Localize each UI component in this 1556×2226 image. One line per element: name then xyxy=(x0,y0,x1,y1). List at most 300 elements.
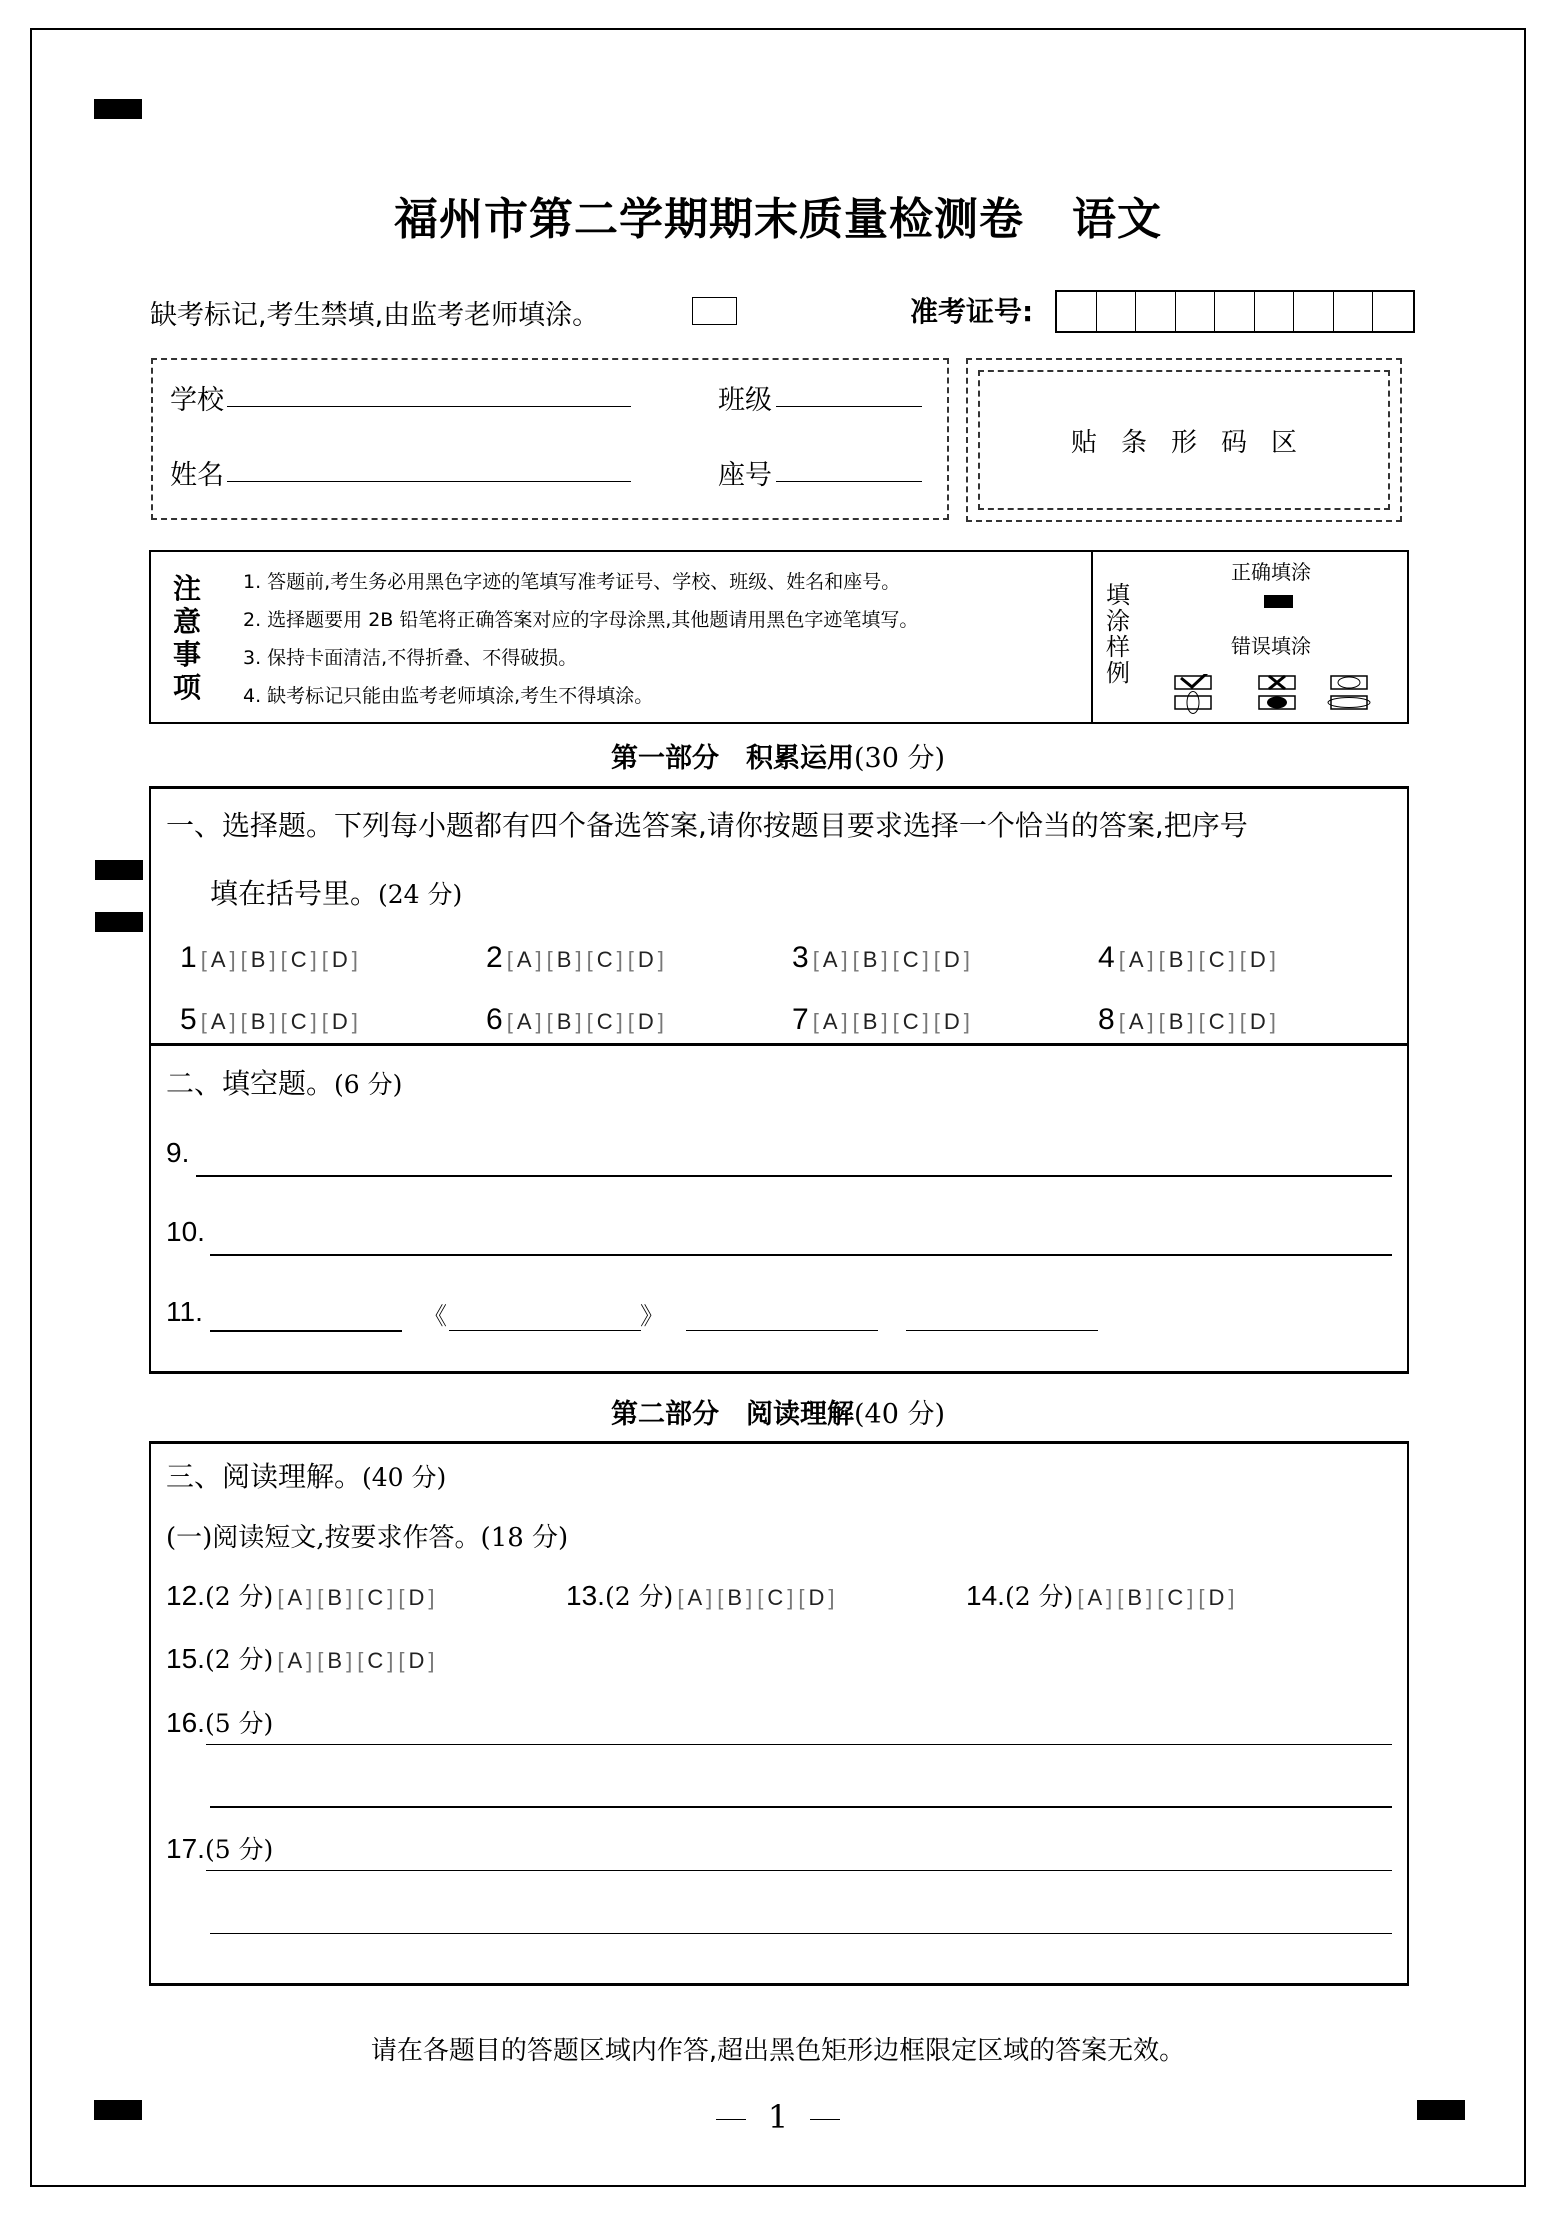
option-letter: D xyxy=(637,1009,655,1034)
question-number: 12. xyxy=(166,1580,205,1611)
q17-answer-line-2[interactable] xyxy=(210,1933,1392,1934)
bracket-close: ] xyxy=(1269,947,1277,972)
wrong-fill-tall-oval-icon xyxy=(1175,692,1211,714)
bracket-open: [ xyxy=(200,1009,208,1034)
answer-option-a[interactable] xyxy=(1119,947,1155,973)
answer-option-a[interactable] xyxy=(201,947,237,973)
notice-item-3: 3. 保持卡面清洁,不得折叠、不得破损。 xyxy=(243,647,578,669)
question-number: 7 xyxy=(792,1003,809,1036)
option-letter: B xyxy=(862,947,879,972)
bracket-open: [ xyxy=(546,1009,554,1034)
alignment-marker-top-left xyxy=(94,99,142,119)
wrong-fill-circle-icon xyxy=(1331,676,1367,689)
notice-heading-char: 项 xyxy=(172,671,201,704)
q17-score: (5 分) xyxy=(204,1835,274,1864)
exam-id-cell[interactable] xyxy=(1255,292,1295,331)
option-letter: C xyxy=(367,1585,385,1610)
bracket-open: [ xyxy=(200,947,208,972)
answer-option-a[interactable] xyxy=(277,1648,313,1674)
fill-sample-heading xyxy=(1105,582,1131,686)
option-letter: B xyxy=(727,1585,744,1610)
q17-num: 17. xyxy=(166,1833,205,1864)
q11-blank-1[interactable] xyxy=(210,1330,402,1332)
option-letter: D xyxy=(408,1585,426,1610)
section3-title-row xyxy=(166,1455,446,1495)
option-letter: B xyxy=(1168,1009,1185,1034)
section1-score: (24 分) xyxy=(378,880,463,909)
option-letter: A xyxy=(822,947,839,972)
bracket-close: ] xyxy=(575,947,583,972)
bracket-close: ] xyxy=(922,1009,930,1034)
notice-item-2: 2. 选择题要用 2B 铅笔将正确答案对应的字母涂黑,其他题请用黑色字迹笔填写。 xyxy=(243,609,919,631)
part1-title: 第一部分 积累运用 xyxy=(610,743,854,774)
bracket-close: ] xyxy=(535,1009,543,1034)
bracket-open: [ xyxy=(892,1009,900,1034)
option-letter: D xyxy=(331,947,349,972)
bracket-open: [ xyxy=(933,947,941,972)
bracket-close: ] xyxy=(657,1009,665,1034)
mc-row xyxy=(180,1003,1404,1065)
option-letter: D xyxy=(943,1009,961,1034)
answer-option-d[interactable] xyxy=(322,1009,359,1035)
option-letter: C xyxy=(596,947,614,972)
alignment-marker-left-2 xyxy=(95,912,143,932)
bracket-close: ] xyxy=(269,1009,277,1034)
section3-subtitle: (一)阅读短文,按要求作答。(18 分) xyxy=(166,1523,569,1553)
answer-option-c[interactable] xyxy=(357,1648,394,1674)
bracket-close: ] xyxy=(746,1585,754,1610)
bracket-close: ] xyxy=(1228,947,1236,972)
class-label: 班级 xyxy=(718,385,772,416)
question-number: 6 xyxy=(486,1003,503,1036)
q16-answer-line-1[interactable] xyxy=(206,1744,1392,1745)
answer-option-c[interactable] xyxy=(587,947,624,973)
bracket-open: [ xyxy=(546,947,554,972)
exam-id-cell[interactable] xyxy=(1136,292,1176,331)
answer-option-b[interactable] xyxy=(1159,1009,1195,1035)
bracket-open: [ xyxy=(1198,1585,1206,1610)
q11-book-open: 《 xyxy=(423,1302,447,1330)
page-title xyxy=(0,183,1556,247)
section2-score: (6 分) xyxy=(334,1070,403,1099)
bracket-close: ] xyxy=(229,1009,237,1034)
bracket-open: [ xyxy=(627,947,635,972)
answer-option-a[interactable] xyxy=(1077,1585,1113,1611)
bracket-open: [ xyxy=(277,1585,285,1610)
bracket-open: [ xyxy=(586,1009,594,1034)
absent-mark-label: 缺考标记,考生禁填,由监考老师填涂。 xyxy=(150,300,600,331)
fill-sample-heading-char: 例 xyxy=(1106,659,1130,687)
fill-sample-heading-char: 样 xyxy=(1106,633,1130,661)
bracket-close: ] xyxy=(535,947,543,972)
answer-option-d[interactable] xyxy=(322,947,359,973)
bracket-close: ] xyxy=(1187,947,1195,972)
option-letter: B xyxy=(1127,1585,1144,1610)
bracket-open: [ xyxy=(317,1648,325,1673)
mc-question xyxy=(1098,941,1404,1003)
seat-label: 座号 xyxy=(718,460,772,491)
wrong-fill-check-icon xyxy=(1175,674,1211,689)
bracket-close: ] xyxy=(306,1648,314,1673)
section1-title: 一、选择题。下列每小题都有四个备选答案,请你按题目要求选择一个恰当的答案,把序号 xyxy=(166,809,1248,842)
section3-mc-row-2 xyxy=(166,1640,566,1676)
option-letter: D xyxy=(1208,1585,1226,1610)
bracket-close: ] xyxy=(1147,947,1155,972)
alignment-marker-left-1 xyxy=(95,860,143,880)
bracket-close: ] xyxy=(387,1585,395,1610)
section2-title: 二、填空题。 xyxy=(166,1067,335,1100)
bracket-close: ] xyxy=(346,1585,354,1610)
q16-answer-line-2[interactable] xyxy=(210,1806,1392,1808)
bracket-close: ] xyxy=(269,947,277,972)
answer-option-b[interactable] xyxy=(317,1585,353,1611)
mc-question xyxy=(486,941,792,1003)
page-number-dash xyxy=(716,2119,746,2120)
school-field[interactable] xyxy=(227,406,631,407)
answer-option-a[interactable] xyxy=(507,1009,543,1035)
option-letter: A xyxy=(1128,1009,1145,1034)
title-subject: 语文 xyxy=(1072,194,1162,245)
bracket-open: [ xyxy=(1077,1585,1085,1610)
section-divider xyxy=(149,1043,1409,1046)
answer-option-a[interactable] xyxy=(813,947,849,973)
section3-title: 三、阅读理解。 xyxy=(166,1460,363,1493)
q11-blank-4[interactable] xyxy=(906,1330,1098,1331)
bracket-open: [ xyxy=(280,1009,288,1034)
bracket-close: ] xyxy=(706,1585,714,1610)
option-letter: B xyxy=(1168,947,1185,972)
bracket-open: [ xyxy=(321,947,329,972)
bracket-close: ] xyxy=(881,1009,889,1034)
answer-option-c[interactable] xyxy=(893,947,930,973)
page-number xyxy=(0,2098,1556,2136)
bracket-open: [ xyxy=(240,947,248,972)
question-number: 13. xyxy=(566,1580,605,1611)
answer-option-a[interactable] xyxy=(507,947,543,973)
answer-option-b[interactable] xyxy=(547,1009,583,1035)
bracket-close: ] xyxy=(881,947,889,972)
question-number: 14. xyxy=(966,1580,1005,1611)
answer-option-b[interactable] xyxy=(717,1585,753,1611)
bracket-close: ] xyxy=(351,1009,359,1034)
correct-fill-example xyxy=(1264,595,1293,608)
fill-sample-heading-char: 填 xyxy=(1106,581,1130,609)
section1-title-line2 xyxy=(210,872,462,912)
q16-num: 16. xyxy=(166,1707,205,1738)
bracket-close: ] xyxy=(310,947,318,972)
exam-id-cell[interactable] xyxy=(1334,292,1374,331)
option-letter: A xyxy=(210,1009,227,1034)
part1-score: (30 分) xyxy=(853,743,945,774)
wrong-fill-wide-oval-icon xyxy=(1328,696,1370,709)
bracket-open: [ xyxy=(1198,947,1206,972)
section2-title-row xyxy=(166,1062,402,1102)
mc-question xyxy=(180,941,486,1003)
bracket-close: ] xyxy=(575,1009,583,1034)
option-letter: B xyxy=(327,1648,344,1673)
exam-id-cell[interactable] xyxy=(1373,292,1413,331)
bracket-open: [ xyxy=(1158,947,1166,972)
bracket-close: ] xyxy=(841,947,849,972)
answer-option-c[interactable] xyxy=(357,1585,394,1611)
question-number: 8 xyxy=(1098,1003,1115,1036)
bracket-open: [ xyxy=(280,947,288,972)
school-label: 学校 xyxy=(170,385,224,416)
option-letter: C xyxy=(902,1009,920,1034)
question-score: (2 分) xyxy=(1004,1582,1074,1611)
bracket-open: [ xyxy=(1198,1009,1206,1034)
answer-option-d[interactable] xyxy=(398,1585,435,1611)
bracket-open: [ xyxy=(398,1648,406,1673)
answer-option-b[interactable] xyxy=(1159,947,1195,973)
bracket-open: [ xyxy=(321,1009,329,1034)
barcode-area xyxy=(978,370,1390,510)
option-letter: A xyxy=(287,1648,304,1673)
question-number: 1 xyxy=(180,941,197,974)
option-letter: C xyxy=(1208,947,1226,972)
option-letter: A xyxy=(687,1585,704,1610)
question-number: 15. xyxy=(166,1643,205,1674)
fill-sample-heading-char: 涂 xyxy=(1106,607,1130,635)
bracket-close: ] xyxy=(1269,1009,1277,1034)
question-score: (2 分) xyxy=(604,1582,674,1611)
q10-answer-line[interactable] xyxy=(210,1254,1392,1256)
answer-option-a[interactable] xyxy=(201,1009,237,1035)
answer-option-c[interactable] xyxy=(757,1585,794,1611)
exam-id-boxes xyxy=(1055,290,1415,333)
exam-id-label: 准考证号: xyxy=(910,295,1034,328)
option-letter: A xyxy=(516,1009,533,1034)
answer-option-c[interactable] xyxy=(587,1009,624,1035)
bracket-open: [ xyxy=(892,947,900,972)
footer-note: 请在各题目的答题区域内作答,超出黑色矩形边框限定区域的答案无效。 xyxy=(370,2036,1186,2066)
notice-heading-char: 注 xyxy=(172,572,201,605)
question-number: 3 xyxy=(792,941,809,974)
page-number-dash xyxy=(810,2119,840,2120)
question-score: (2 分) xyxy=(204,1582,274,1611)
bracket-open: [ xyxy=(357,1648,365,1673)
option-letter: B xyxy=(556,1009,573,1034)
bracket-close: ] xyxy=(657,947,665,972)
bracket-open: [ xyxy=(398,1585,406,1610)
bracket-open: [ xyxy=(506,1009,514,1034)
answer-option-d[interactable] xyxy=(934,1009,971,1035)
answer-option-a[interactable] xyxy=(1119,1009,1155,1035)
answer-option-b[interactable] xyxy=(317,1648,353,1674)
answer-option-b[interactable] xyxy=(853,1009,889,1035)
notice-item-4: 4. 缺考标记只能由监考老师填涂,考生不得填涂。 xyxy=(243,685,654,707)
bracket-open: [ xyxy=(757,1585,765,1610)
bracket-close: ] xyxy=(1228,1585,1236,1610)
bracket-close: ] xyxy=(787,1585,795,1610)
mc-question xyxy=(166,1577,566,1613)
bracket-open: [ xyxy=(1158,1009,1166,1034)
option-letter: C xyxy=(1167,1585,1185,1610)
q9-label: 9. xyxy=(166,1137,190,1168)
bracket-close: ] xyxy=(828,1585,836,1610)
exam-id-cell[interactable] xyxy=(1294,292,1334,331)
answer-option-a[interactable] xyxy=(677,1585,713,1611)
mc-question xyxy=(966,1577,1366,1613)
bracket-close: ] xyxy=(387,1648,395,1673)
bracket-open: [ xyxy=(717,1585,725,1610)
exam-id-cell[interactable] xyxy=(1097,292,1137,331)
question-number: 4 xyxy=(1098,941,1115,974)
bracket-close: ] xyxy=(229,947,237,972)
wrong-fill-examples xyxy=(1170,674,1400,716)
answer-option-d[interactable] xyxy=(628,1009,665,1035)
answer-option-c[interactable] xyxy=(281,947,318,973)
option-letter: A xyxy=(210,947,227,972)
answer-option-d[interactable] xyxy=(1240,947,1277,973)
bracket-close: ] xyxy=(346,1648,354,1673)
option-letter: A xyxy=(1128,947,1145,972)
notice-heading-char: 事 xyxy=(172,638,201,671)
answer-option-d[interactable] xyxy=(1240,1009,1277,1035)
bracket-close: ] xyxy=(306,1585,314,1610)
question-score: (2 分) xyxy=(204,1645,274,1674)
exam-id-cell[interactable] xyxy=(1057,292,1097,331)
notice-heading-char: 意 xyxy=(172,605,201,638)
option-letter: D xyxy=(408,1648,426,1673)
mc-question xyxy=(566,1577,966,1613)
option-letter: C xyxy=(1208,1009,1226,1034)
section3-score: (40 分) xyxy=(362,1463,447,1492)
bracket-open: [ xyxy=(852,947,860,972)
bracket-close: ] xyxy=(1187,1585,1195,1610)
mc-row xyxy=(180,941,1404,1003)
section3-mc-row-1 xyxy=(166,1577,1366,1613)
bracket-close: ] xyxy=(351,947,359,972)
option-letter: C xyxy=(596,1009,614,1034)
bracket-open: [ xyxy=(933,1009,941,1034)
option-letter: B xyxy=(556,947,573,972)
option-letter: B xyxy=(250,1009,267,1034)
wrong-fill-cross-icon xyxy=(1259,676,1295,689)
bracket-open: [ xyxy=(812,947,820,972)
student-info-box xyxy=(151,358,949,520)
bracket-close: ] xyxy=(922,947,930,972)
bracket-close: ] xyxy=(1228,1009,1236,1034)
notice-divider xyxy=(1091,550,1093,724)
option-letter: A xyxy=(287,1585,304,1610)
mc-question xyxy=(792,941,1098,1003)
bracket-open: [ xyxy=(240,1009,248,1034)
exam-id-cell[interactable] xyxy=(1215,292,1255,331)
q16-label-row xyxy=(166,1704,273,1740)
q9-answer-line[interactable] xyxy=(196,1175,1392,1177)
option-letter: C xyxy=(290,947,308,972)
answer-option-b[interactable] xyxy=(853,947,889,973)
q16-score: (5 分) xyxy=(204,1709,274,1738)
option-letter: D xyxy=(637,947,655,972)
bracket-open: [ xyxy=(1239,1009,1247,1034)
option-letter: C xyxy=(290,1009,308,1034)
exam-id-cell[interactable] xyxy=(1176,292,1216,331)
answer-option-d[interactable] xyxy=(934,947,971,973)
class-field[interactable] xyxy=(776,406,922,407)
option-letter: D xyxy=(331,1009,349,1034)
option-letter: B xyxy=(327,1585,344,1610)
q17-label-row xyxy=(166,1830,273,1866)
mc-question xyxy=(166,1640,566,1676)
bracket-open: [ xyxy=(852,1009,860,1034)
answer-option-c[interactable] xyxy=(893,1009,930,1035)
part2-heading xyxy=(0,1392,1556,1431)
mc-question xyxy=(1098,1003,1404,1065)
answer-option-a[interactable] xyxy=(813,1009,849,1035)
answer-option-b[interactable] xyxy=(1117,1585,1153,1611)
bracket-open: [ xyxy=(1239,947,1247,972)
bracket-close: ] xyxy=(963,1009,971,1034)
answer-option-c[interactable] xyxy=(281,1009,318,1035)
bracket-open: [ xyxy=(506,947,514,972)
answer-option-c[interactable] xyxy=(1199,947,1236,973)
bracket-open: [ xyxy=(586,947,594,972)
q11-label: 11. xyxy=(166,1296,203,1327)
notice-heading xyxy=(172,572,202,704)
bracket-close: ] xyxy=(1106,1585,1114,1610)
bracket-open: [ xyxy=(1157,1585,1165,1610)
title-main: 福州市第二学期期末质量检测卷 xyxy=(394,194,1024,245)
option-letter: D xyxy=(943,947,961,972)
answer-option-a[interactable] xyxy=(277,1585,313,1611)
answer-option-b[interactable] xyxy=(241,1009,277,1035)
answer-option-d[interactable] xyxy=(628,947,665,973)
option-letter: C xyxy=(902,947,920,972)
answer-option-d[interactable] xyxy=(1198,1585,1235,1611)
bracket-close: ] xyxy=(428,1648,436,1673)
answer-option-d[interactable] xyxy=(398,1648,435,1674)
bracket-close: ] xyxy=(616,1009,624,1034)
mc-question xyxy=(486,1003,792,1065)
q11-book-close: 》 xyxy=(640,1302,664,1330)
mc-question xyxy=(180,1003,486,1065)
option-letter: B xyxy=(250,947,267,972)
name-label: 姓名 xyxy=(170,460,224,491)
bracket-close: ] xyxy=(841,1009,849,1034)
bracket-close: ] xyxy=(963,947,971,972)
bracket-close: ] xyxy=(428,1585,436,1610)
absent-mark-checkbox[interactable] xyxy=(692,297,737,325)
name-field[interactable] xyxy=(227,481,631,482)
bracket-open: [ xyxy=(1118,947,1126,972)
answer-option-d[interactable] xyxy=(798,1585,835,1611)
answer-option-b[interactable] xyxy=(241,947,277,973)
bracket-open: [ xyxy=(1118,1009,1126,1034)
option-letter: B xyxy=(862,1009,879,1034)
answer-option-c[interactable] xyxy=(1199,1009,1236,1035)
q11-blank-2[interactable] xyxy=(449,1330,641,1331)
bracket-close: ] xyxy=(1147,1009,1155,1034)
bracket-open: [ xyxy=(627,1009,635,1034)
page-number-value: 1 xyxy=(767,2098,789,2136)
answer-option-c[interactable] xyxy=(1157,1585,1194,1611)
seat-field[interactable] xyxy=(776,481,922,482)
bracket-open: [ xyxy=(357,1585,365,1610)
answer-option-b[interactable] xyxy=(547,947,583,973)
option-letter: A xyxy=(822,1009,839,1034)
part2-title: 第二部分 阅读理解 xyxy=(610,1399,854,1430)
bracket-open: [ xyxy=(677,1585,685,1610)
q10-label: 10. xyxy=(166,1216,205,1247)
q11-blank-3[interactable] xyxy=(686,1330,878,1331)
bracket-close: ] xyxy=(310,1009,318,1034)
question-number: 2 xyxy=(486,941,503,974)
q17-answer-line-1[interactable] xyxy=(206,1870,1392,1871)
question-number: 5 xyxy=(180,1003,197,1036)
bracket-open: [ xyxy=(277,1648,285,1673)
